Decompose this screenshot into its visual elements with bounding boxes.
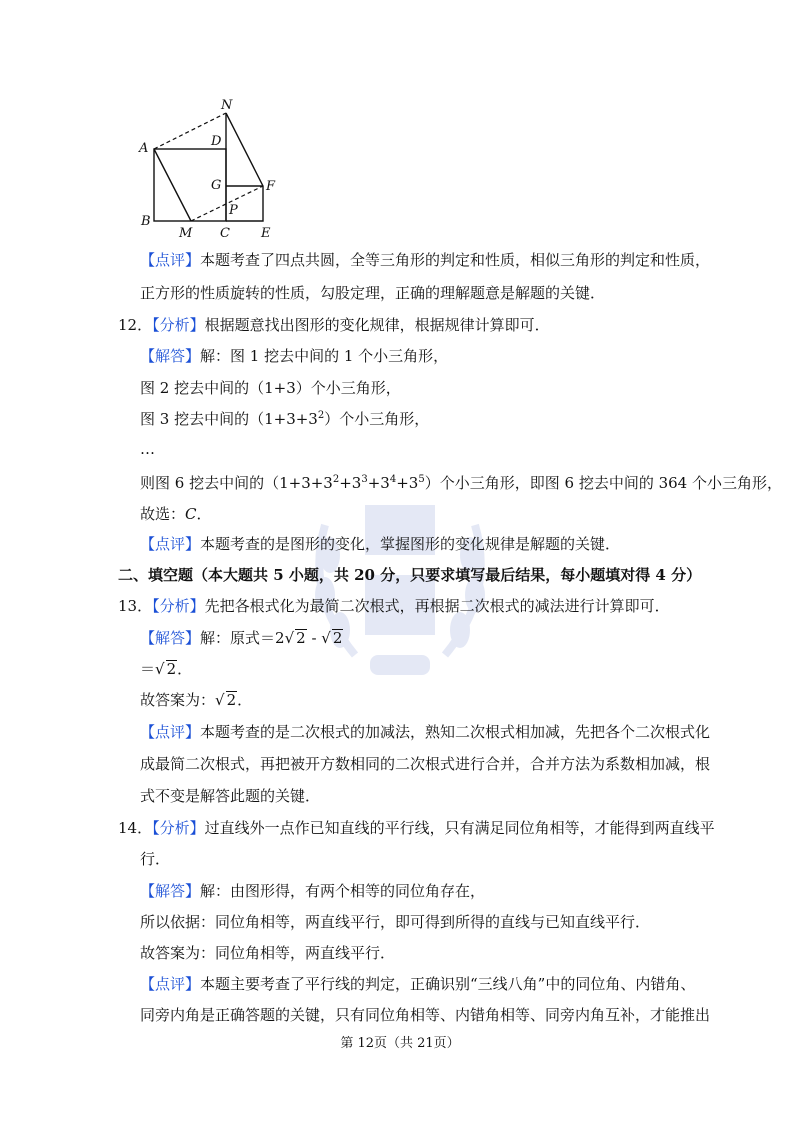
q13-review-line-3: 式不变是解答此题的关键． (140, 787, 321, 805)
q12-analysis: 12．【分析】根据题意找出图形的变化规律，根据规律计算即可． (118, 316, 550, 334)
choice-letter: C (185, 505, 197, 523)
q14-review-line-2: 同旁内角是正确答题的关键，只有同位角相等、内错角相等、同旁内角互补，才能推出 (140, 1006, 711, 1024)
label-e: E (261, 226, 271, 241)
page-footer: 第 12页（共 21页） (340, 1036, 460, 1051)
label-b: B (141, 214, 151, 229)
review-tag: 【点评】 (140, 535, 201, 553)
question-number: 14． (118, 819, 153, 837)
label-g: G (211, 178, 222, 193)
q14-review-line-1: 【点评】本题主要考查了平行线的判定，正确识别“三线八角”中的同位角、内错角、 (140, 975, 696, 993)
sqrt-sign: √ (321, 629, 331, 647)
q13-analysis: 13．【分析】先把各根式化为最简二次根式，再根据二次根式的减法进行计算即可． (118, 597, 670, 615)
answer-tag: 【解答】 (140, 347, 201, 365)
answer-tag: 【解答】 (140, 882, 201, 900)
analysis-tag: 【分析】 (152, 819, 205, 837)
q13-review-line-1: 【点评】本题考查的是二次根式的加减法，熟知二次根式相加减，先把各个二次根式化 (140, 723, 711, 741)
dashed-mf (191, 186, 263, 221)
q14-analysis-line-1: 14．【分析】过直线外一点作已知直线的平行线，只有满足同位角相等，才能得到两直线平 (118, 819, 715, 837)
q12-ellipsis: … (140, 440, 155, 458)
analysis-tag: 【分析】 (152, 316, 205, 334)
q14-solution-line-3: 故答案为：同位角相等，两直线平行． (140, 944, 396, 962)
label-n: N (221, 98, 233, 113)
section-2-heading: 二、填空题（本大题共 5 小题，共 20 分，只要求填写最后结果，每小题填对得 4 分） (118, 566, 702, 584)
answer-tag: 【解答】 (140, 629, 201, 647)
q12-choice: 故选：C． (140, 505, 212, 523)
q12-solution-line-5: 则图 6 挖去中间的$(1+3+3^2+3^3+3^4+3^5)$个小三角形，即图 6 挖去中间的 364 个小三角形， (140, 474, 782, 492)
q12-review: 【点评】本题考查的是图形的变化，掌握图形的变化规律是解题的关键． (140, 535, 621, 553)
q13-review-line-2: 成最简二次根式，再把被开方数相同的二次根式进行合并，合并方法为系数相加减，根 (140, 755, 711, 773)
question-number: 13． (118, 597, 153, 615)
label-d: D (211, 134, 222, 149)
q14-solution-line-1: 【解答】解：由图形得，有两个相等的同位角存在， (140, 882, 486, 900)
q11-review-line-1: 【点评】本题考查了四点共圆，全等三角形的判定和性质，相似三角形的判定和性质， (140, 251, 711, 269)
label-p: P (229, 203, 238, 218)
review-tag: 【点评】 (140, 251, 201, 269)
q14-analysis-line-2: 行． (140, 850, 171, 868)
q13-answer: 故答案为：√ 2． (140, 691, 253, 709)
label-m: M (179, 226, 193, 241)
review-tag: 【点评】 (140, 723, 201, 741)
question-number: 12． (118, 316, 153, 334)
review-tag: 【点评】 (140, 975, 201, 993)
segment-am (154, 149, 191, 221)
q11-review-line-2: 正方形的性质旋转的性质，勾股定理，正确的理解题意是解题的关键． (140, 284, 606, 302)
q14-solution-line-2: 所以依据：同位角相等，两直线平行，即可得到所得的直线与已知直线平行． (140, 913, 651, 931)
sqrt-sign: √ (215, 691, 225, 709)
label-f: F (266, 179, 276, 194)
geometry-figure (135, 95, 285, 245)
q13-solution-line-1: 【解答】解：原式＝2√ 2 - √ 2 (140, 629, 343, 647)
sqrt-sign: √ (155, 660, 165, 678)
q12-solution-line-3: 图 3 挖去中间的$(1+3+3^2)$个小三角形， (140, 410, 430, 428)
q12-solution-line-1: 【解答】解：图 1 挖去中间的 1 个小三角形， (140, 347, 449, 365)
label-c: C (220, 226, 230, 241)
analysis-tag: 【分析】 (152, 597, 205, 615)
sqrt-sign: √ (284, 629, 295, 647)
q12-solution-line-2: 图 2 挖去中间的（1+3）个小三角形， (140, 379, 401, 397)
q13-solution-line-2: ＝√ 2． (140, 660, 193, 678)
label-a: A (139, 141, 149, 156)
